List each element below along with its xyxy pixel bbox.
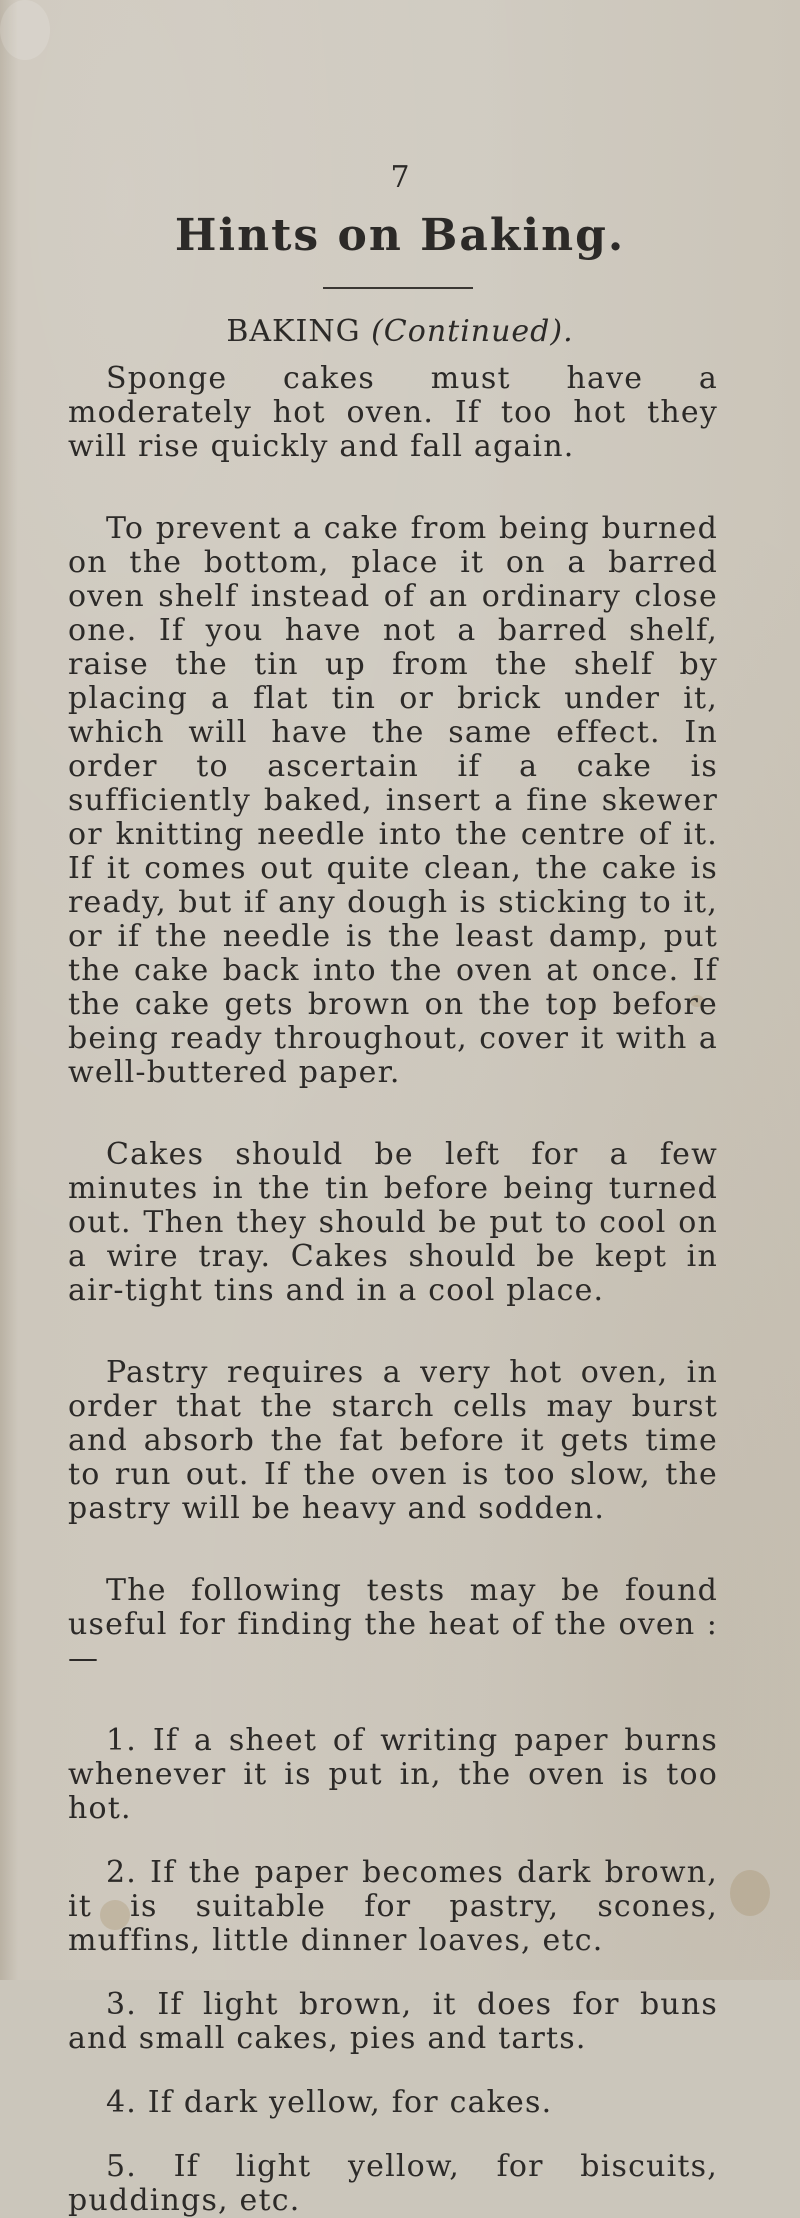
page-title: Hints on Baking.	[174, 210, 626, 261]
oven-test-item: 1. If a sheet of writing paper burns whenever it is put in, the oven is too hot.	[68, 1723, 718, 1826]
paragraph: Sponge cakes must have a moderately hot oven. If too hot they will rise quickly and fall again.	[68, 361, 718, 464]
oven-test-item: 4. If dark yellow, for cakes.	[106, 2085, 553, 2120]
paper-stain	[0, 0, 50, 60]
paragraph: The following tests may be found useful for finding the heat of the oven :—	[68, 1573, 718, 1676]
paragraph: Pastry requires a very hot oven, in order that the starch cells may burst and absorb the fat before it gets time to run out. If the oven is too slow, the pastry will be heavy and sodden.	[68, 1355, 718, 1526]
oven-test-item: 5. If light yellow, for biscuits, puddings, etc.	[68, 2149, 718, 2218]
section-heading-continued: (Continued).	[371, 314, 574, 349]
page-number: 7	[390, 160, 410, 195]
title-divider	[323, 287, 473, 289]
oven-test-item: 2. If the paper becomes dark brown, it is suitable for pastry, scones, muffins, little dinner loaves, etc.	[68, 1855, 718, 1958]
section-heading-main: BAKING	[226, 314, 361, 349]
paper-stain	[730, 1870, 770, 1916]
oven-test-item: 3. If light brown, it does for buns and small cakes, pies and tarts.	[68, 1987, 718, 2056]
section-heading	[0, 314, 800, 349]
paragraph: To prevent a cake from being burned on the bottom, place it on a barred oven shelf instead of an ordinary close one. If you have not a barred shelf, raise the tin up from the shelf by placing a flat tin or brick under it, which will have the same effect. In order to ascertain if a cake is sufficiently baked, insert a fine skewer or knitting needle into the centre of it. If it comes out quite clean, the cake is ready, but if any dough is sticking to it, or if the needle is the least damp, put the cake back into the oven at once. If the cake gets brown on the top before being ready throughout, cover it with a well-buttered paper.	[68, 511, 718, 1090]
body-text	[68, 362, 718, 2218]
paragraph: Cakes should be left for a few minutes in the tin before being turned out. Then they should be put to cool on a wire tray. Cakes should be kept in air-tight tins and in a cool place.	[68, 1137, 718, 1308]
